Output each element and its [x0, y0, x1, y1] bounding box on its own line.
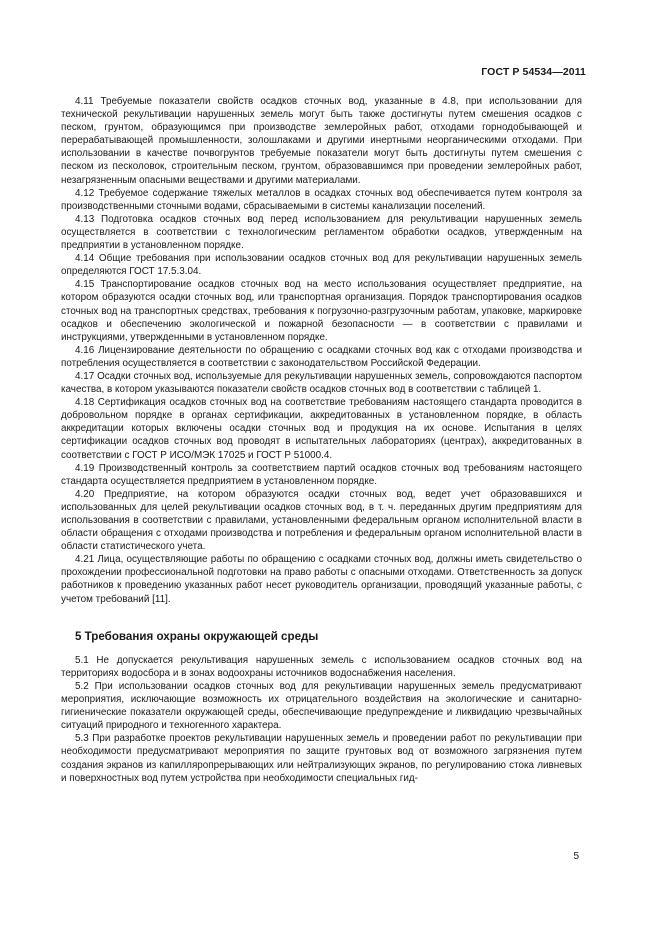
paragraph-4-11: 4.11 Требуемые показатели свойств осадков сточных вод, указанные в 4.8, при использовании для технической рекультивации нарушенных земель могут быть также достигнуты путем смешения осадков с песком, грунтом, образующимся при производстве землеройных работ, отходами горнодобывающей и перерабатывающей промышленности, золошлаками и другими инертными неорганическими отходами. При использовании в качестве почвогрунтов требуемые показатели могут быть достигнуты путем смешения с песком из песколовок, строительным песком, грунтом, образовавшимся при проведении землеройных работ, незагрязненным опасными веществами и другими материалами.: [61, 96, 582, 186]
paragraph-4-14: 4.14 Общие требования при использовании осадков сточных вод для рекультивации нарушенных земель определяются ГОСТ 17.5.3.04.: [61, 253, 582, 278]
paragraph-4-16: 4.16 Лицензирование деятельности по обращению с осадками сточных вод как с отходами производства и потребления осуществляется в соответствии с законодательством Российской Федерации.: [61, 344, 582, 369]
document-body: [61, 95, 582, 785]
section-title: 5 Требования охраны окружающей среды: [75, 629, 319, 643]
section-4-paragraphs: [61, 95, 582, 606]
paragraph-4-13: 4.13 Подготовка осадков сточных вод перед использованием для рекультивации нарушенных земель осуществляется в соответствии с технологическим регламентом обработки осадков, утвержденным на предприятии в установленном порядке.: [61, 213, 582, 252]
paragraph-5-1: 5.1 Не допускается рекультивация нарушенных земель с использованием осадков сточных вод на территориях водосбора и в зонах водоохраны источников водоснабжения населения.: [61, 654, 582, 679]
paragraph-4-18: 4.18 Сертификация осадков сточных вод на соответствие требованиям настоящего стандарта проводится в добровольном порядке в органах сертификации, аккредитованных в установленном порядке, в область аккредитации которых включены осадки сточных вод и продукция на их основе. Испытания в целях сертификации осадков сточных вод проводят в испытательных лабораториях (центрах), аккредитованных в соответствии с ГОСТ Р ИСО/МЭК 17025 и ГОСТ Р 51000.4.: [61, 397, 582, 461]
paragraph-4-19: 4.19 Производственный контроль за соответствием партий осадков сточных вод требованиям настоящего стандарта осуществляется предприятием в установленном порядке.: [61, 462, 582, 487]
paragraph-5-3: 5.3 При разработке проектов рекультивации нарушенных земель и проведении работ по рекультивации при необходимости предусматривают мероприятия по защите грунтовых вод от возможного загрязнения путем создания экранов из капилляропрерывающих или нейтрализующих экранов, по регулированию стока ливневых и поверхностных вод путем устройства при необходимости специальных гид-: [61, 733, 582, 784]
paragraph-4-17: 4.17 Осадки сточных вод, используемые для рекультивации нарушенных земель, сопровождаются паспортом качества, в котором указываются показатели свойств осадков сточных вод в соответствии с таблицей 1.: [61, 370, 582, 396]
paragraph-4-12: 4.12 Требуемое содержание тяжелых металлов в осадках сточных вод обеспечивается путем контроля за производственными сточными водами, сбрасываемыми в системы канализации поселений.: [61, 187, 582, 212]
document-header: ГОСТ Р 54534—2011: [481, 66, 586, 78]
paragraph-5-2: 5.2 При использовании осадков сточных вод для рекультивации нарушенных земель предусматривают мероприятия, исключающие возможность их отрицательного воздействия на экологические и санитарно-гигиенические показатели окружающей среды, обеспечивающие предупреждение и ликвидацию чрезвычайных ситуаций природного и техногенного характера.: [61, 680, 582, 732]
page-number: 5: [573, 851, 579, 862]
paragraph-4-21: 4.21 Лица, осуществляющие работы по обращению с осадками сточных вод, должны иметь свидетельство о прохождении профессиональной подготовки на право работы с опасными отходами. Ответственность за допуск работников к проведению указанных работ несет руководитель организации, проводящий указанные работы, с учетом требований [11].: [61, 554, 582, 605]
paragraph-4-15: 4.15 Транспортирование осадков сточных вод на место использования осуществляет предприятие, на котором образуются осадки сточных вод, или транспортная организация. Порядок транспортирования осадков сточных вод на транспортных средствах, требования к погрузочно-разгрузочным работам, упаковке, маркировке осадков и обеспечению экологической и пожарной безопасности — в соответствии с правилами и инструкциями, утвержденными в установленном порядке.: [61, 279, 582, 343]
section-5-paragraphs: [61, 654, 582, 785]
paragraph-4-20: 4.20 Предприятие, на котором образуются осадки сточных вод, ведет учет образовавшихся и использованных для целей рекультивации осадков сточных вод, в т. ч. переданных другим предприятиям для использования в соответствии с правилами, установленными федеральным органом исполнительной власти в области обращения с отходами производства и потребления и федеральным органом исполнительной власти в области статистического учета.: [61, 488, 582, 553]
